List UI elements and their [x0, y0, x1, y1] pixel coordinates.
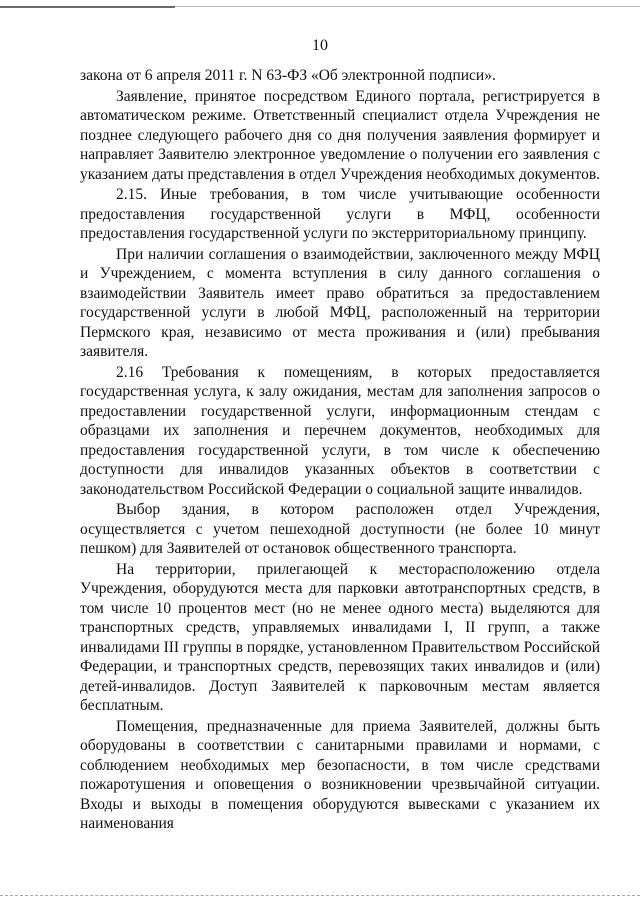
paragraph-continuation: закона от 6 апреля 2011 г. N 63-ФЗ «Об электронной подписи».	[80, 67, 496, 84]
paragraph: Выбор здания, в котором расположен отдел Учреждения, осуществляется с учетом пешеходной доступности (не более 10 минут пешком) для Заявителей от остановок общественного транспорта.	[80, 501, 600, 557]
paragraph: При наличии соглашения о взаимодействии, заключенного между МФЦ и Учреждением, с момента вступления в силу данного соглашения о взаимодействии Заявитель имеет право обратиться за предоставлением государственной услуги в любой МФЦ, расположенный на территории Пермского края, независимо от места проживания и (или) пребывания заявителя.	[80, 245, 600, 360]
paragraph-section-2-15: 2.15. Иные требования, в том числе учитывающие особенности предоставления государственной услуги в МФЦ, особенности предоставления государственной услуги по экстерриториальному принципу.	[80, 186, 600, 242]
page-number: 10	[312, 37, 328, 54]
paragraph: Помещения, предназначенные для приема Заявителей, должны быть оборудованы в соответствии с санитарными правилами и нормами, с соблюдением необходимых мер безопасности, в том числе средствами пожаротушения и оповещения о возникновении чрезвычайной ситуации. Входы и выходы в помещения оборудуются вывесками с указанием их наименования	[80, 717, 600, 832]
top-edge-line-dark	[0, 6, 175, 8]
document-body	[80, 66, 600, 834]
paragraph: Заявление, принятое посредством Единого портала, регистрируется в автоматическом режиме. Ответственный специалист отдела Учреждения не позднее следующего рабочего дня со дня получения заявления формирует и направляет Заявителю электронное уведомление о получении его заявления с указанием даты представления в отдел Учреждения необходимых документов.	[80, 87, 601, 183]
paragraph: На территории, прилегающей к месторасположению отдела Учреждения, оборудуются места для парковки автотранспортных средств, в том числе 10 процентов мест (но не менее одного места) выделяются для транспортных средств, управляемых инвалидами I, II групп, а также инвалидами III группы в порядке, установленном Правительством Российской Федерации, и транспортных средств, перевозящих таких инвалидов и (или) детей-инвалидов. Доступ Заявителей к парковочным местам является бесплатным.	[80, 560, 600, 714]
bottom-edge-line	[0, 895, 640, 896]
paragraph-section-2-16: 2.16 Требования к помещениям, в которых предоставляется государственная услуга, к залу ожидания, местам для заполнения запросов о предоставлении государственной услуги, информационным стендам с образцами их заполнения и перечнем документов, необходимых для предоставления государственной услуги, в том числе к обеспечению доступности для инвалидов указанных объектов в соответствии с законодательством Российской Федерации о социальной защите инвалидов.	[80, 363, 600, 498]
